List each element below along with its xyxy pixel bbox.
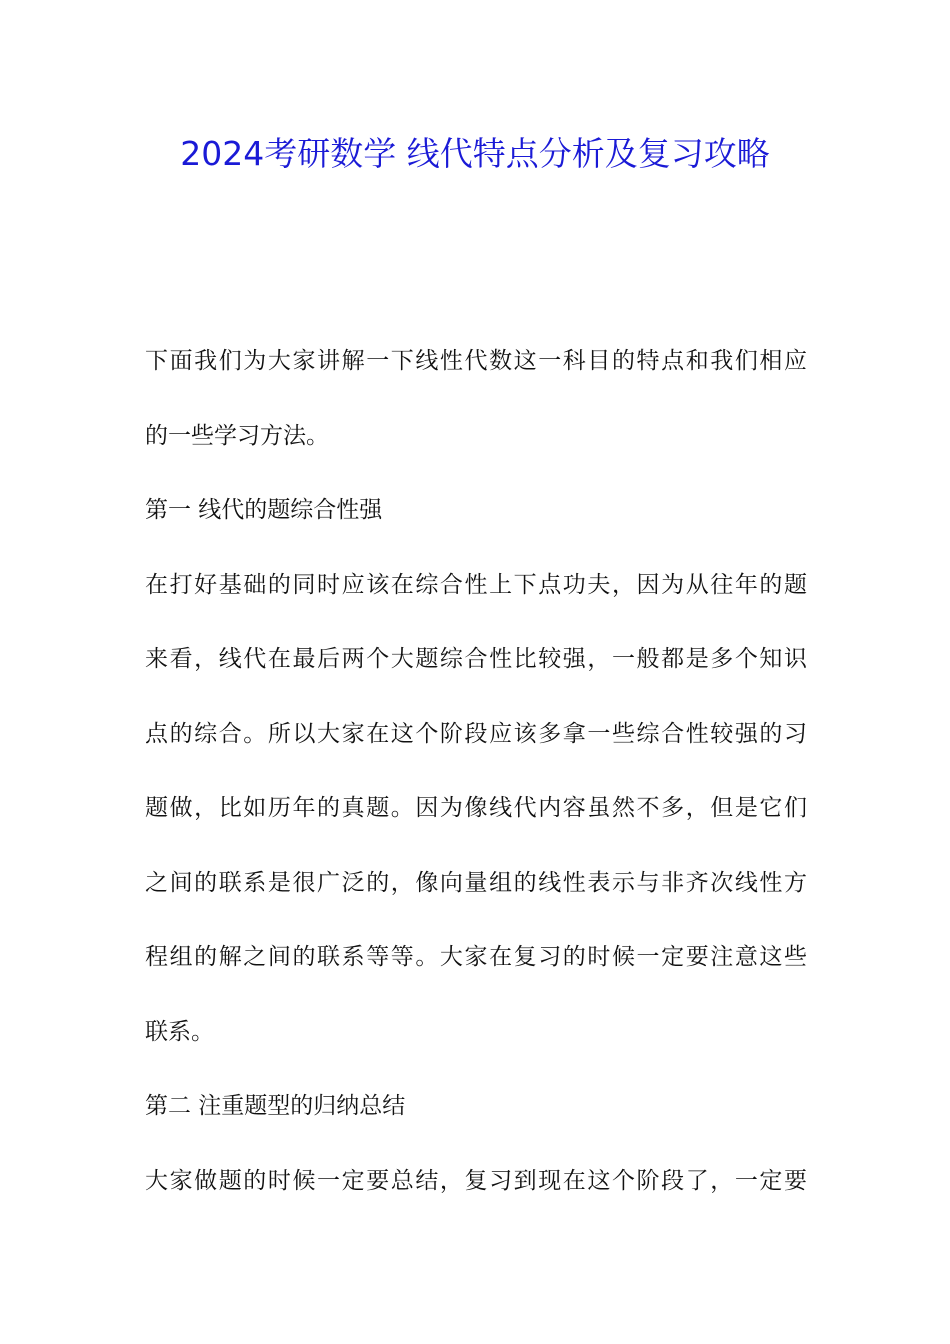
paragraph-line: 在打好基础的同时应该在综合性上下点功夫，因为从往年的题 [145,571,807,598]
document-body [145,337,807,1231]
paragraph-line: 大家做题的时候一定要总结，复习到现在这个阶段了，一定要 [145,1167,807,1194]
section-heading: 第二 注重题型的归纳总结 [145,1093,406,1119]
paragraph-line: 题做，比如历年的真题。因为像线代内容虽然不多，但是它们 [145,795,807,821]
paragraph-line: 之间的联系是很广泛的，像向量组的线性表示与非齐次线性方 [145,869,807,896]
section-heading: 第一 线代的题综合性强 [145,497,383,523]
paragraph-line: 联系。 [145,1018,214,1045]
paragraph-line: 的一些学习方法。 [145,422,329,449]
document-title: 2024考研数学 线代特点分析及复习攻略 [180,134,770,173]
paragraph-line: 程组的解之间的联系等等。大家在复习的时候一定要注意这些 [145,944,807,970]
paragraph-line: 来看，线代在最后两个大题综合性比较强，一般都是多个知识 [145,646,807,672]
paragraph-line: 下面我们为大家讲解一下线性代数这一科目的特点和我们相应 [145,348,807,374]
paragraph-line: 点的综合。所以大家在这个阶段应该多拿一些综合性较强的习 [145,720,807,747]
